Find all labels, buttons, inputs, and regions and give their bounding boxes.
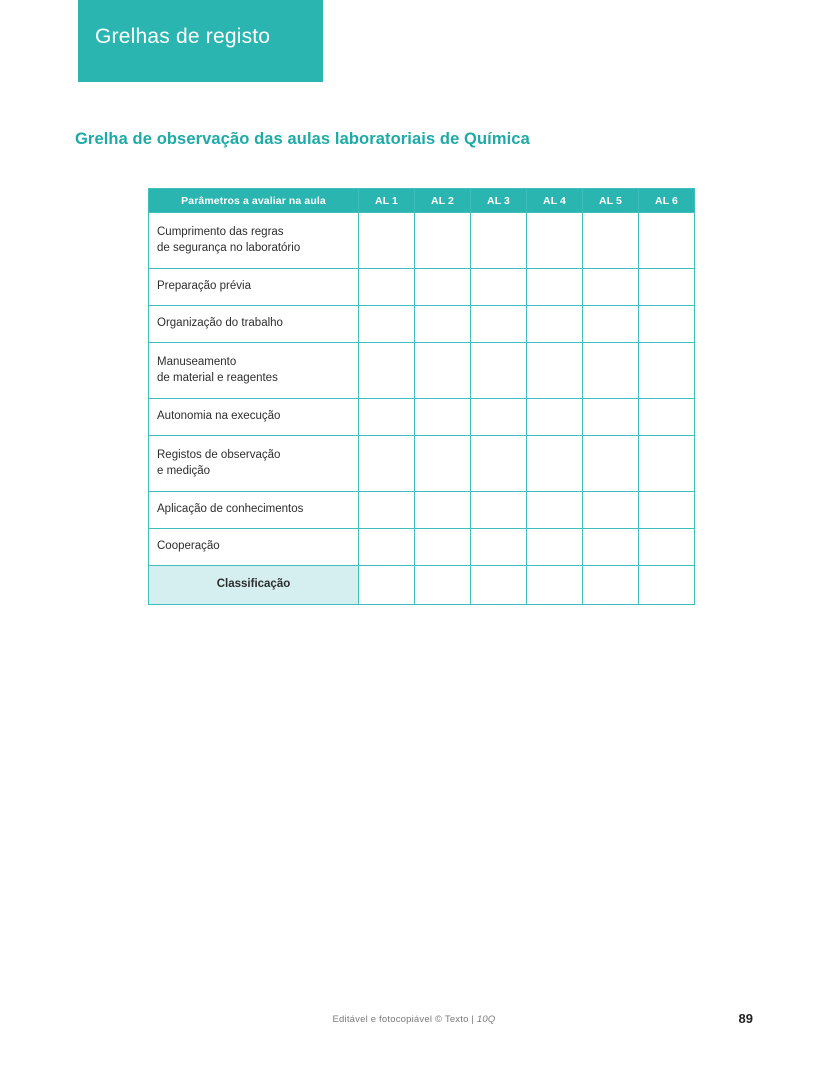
grid-cell[interactable] [415, 306, 471, 343]
grid-cell[interactable] [359, 306, 415, 343]
table-row [149, 399, 695, 436]
footer-note-code: 10Q [476, 1014, 496, 1025]
grid-cell[interactable] [639, 492, 695, 529]
grid-cell[interactable] [583, 399, 639, 436]
table-header-row [149, 189, 695, 213]
grid-cell[interactable] [359, 566, 415, 605]
grid-cell[interactable] [583, 269, 639, 306]
column-header-al5: AL 5 [583, 189, 639, 213]
grid-cell[interactable] [639, 269, 695, 306]
table-row [149, 343, 695, 399]
grid-cell[interactable] [527, 566, 583, 605]
grid-cell[interactable] [471, 306, 527, 343]
grid-cell[interactable] [639, 306, 695, 343]
grid-cell[interactable] [471, 213, 527, 269]
column-header-al4: AL 4 [527, 189, 583, 213]
grid-cell[interactable] [583, 306, 639, 343]
grid-body [149, 213, 695, 605]
row-label: Preparação prévia [149, 269, 359, 306]
table-row [149, 213, 695, 269]
grid-cell[interactable] [359, 343, 415, 399]
grid-cell[interactable] [639, 566, 695, 605]
grid-cell[interactable] [583, 492, 639, 529]
column-header-al3: AL 3 [471, 189, 527, 213]
row-label: Autonomia na execução [149, 399, 359, 436]
observation-grid [148, 188, 695, 605]
table-row [149, 492, 695, 529]
grid-cell[interactable] [527, 492, 583, 529]
grid-cell[interactable] [639, 436, 695, 492]
grid-cell[interactable] [471, 269, 527, 306]
grid-cell[interactable] [527, 399, 583, 436]
grid-cell[interactable] [415, 566, 471, 605]
page-number: 89 [738, 1011, 753, 1026]
grid-cell[interactable] [527, 529, 583, 566]
grid-cell[interactable] [359, 492, 415, 529]
row-label: Cumprimento das regras de segurança no laboratório [149, 213, 359, 269]
column-header-parameters: Parâmetros a avaliar na aula [149, 189, 359, 213]
grid-cell[interactable] [639, 529, 695, 566]
grid-cell[interactable] [527, 269, 583, 306]
grid-cell[interactable] [359, 436, 415, 492]
grid-cell[interactable] [639, 343, 695, 399]
table-row [149, 269, 695, 306]
grid-table [148, 188, 695, 605]
column-header-al2: AL 2 [415, 189, 471, 213]
grid-cell[interactable] [583, 566, 639, 605]
grid-cell[interactable] [639, 213, 695, 269]
grid-cell[interactable] [527, 306, 583, 343]
grid-cell[interactable] [639, 399, 695, 436]
row-label: Manuseamento de material e reagentes [149, 343, 359, 399]
grid-header [149, 189, 695, 213]
grid-cell[interactable] [359, 213, 415, 269]
header-title: Grelhas de registo [95, 25, 271, 48]
table-row-classification [149, 566, 695, 605]
table-row [149, 529, 695, 566]
grid-cell[interactable] [527, 213, 583, 269]
page-title: Grelha de observação das aulas laboratoriais de Química [75, 130, 530, 148]
column-header-al1: AL 1 [359, 189, 415, 213]
grid-cell[interactable] [415, 492, 471, 529]
grid-cell[interactable] [471, 492, 527, 529]
grid-cell[interactable] [359, 399, 415, 436]
column-header-al6: AL 6 [639, 189, 695, 213]
row-label: Organização do trabalho [149, 306, 359, 343]
header-tab [78, 0, 323, 82]
row-label: Cooperação [149, 529, 359, 566]
grid-cell[interactable] [415, 436, 471, 492]
grid-cell[interactable] [583, 436, 639, 492]
grid-cell[interactable] [415, 343, 471, 399]
grid-cell[interactable] [583, 529, 639, 566]
row-label: Aplicação de conhecimentos [149, 492, 359, 529]
table-row [149, 436, 695, 492]
grid-cell[interactable] [415, 213, 471, 269]
grid-cell[interactable] [415, 269, 471, 306]
grid-cell[interactable] [583, 343, 639, 399]
row-label-classification: Classificação [149, 566, 359, 605]
grid-cell[interactable] [527, 343, 583, 399]
grid-cell[interactable] [527, 436, 583, 492]
row-label: Registos de observação e medição [149, 436, 359, 492]
grid-cell[interactable] [415, 399, 471, 436]
grid-cell[interactable] [415, 529, 471, 566]
footer-note [0, 1014, 828, 1025]
grid-cell[interactable] [359, 529, 415, 566]
grid-cell[interactable] [583, 213, 639, 269]
grid-cell[interactable] [471, 566, 527, 605]
grid-cell[interactable] [471, 343, 527, 399]
footer-note-text: Editável e fotocopiável © Texto | [332, 1014, 477, 1025]
grid-cell[interactable] [471, 529, 527, 566]
grid-cell[interactable] [471, 436, 527, 492]
grid-cell[interactable] [471, 399, 527, 436]
table-row [149, 306, 695, 343]
grid-cell[interactable] [359, 269, 415, 306]
